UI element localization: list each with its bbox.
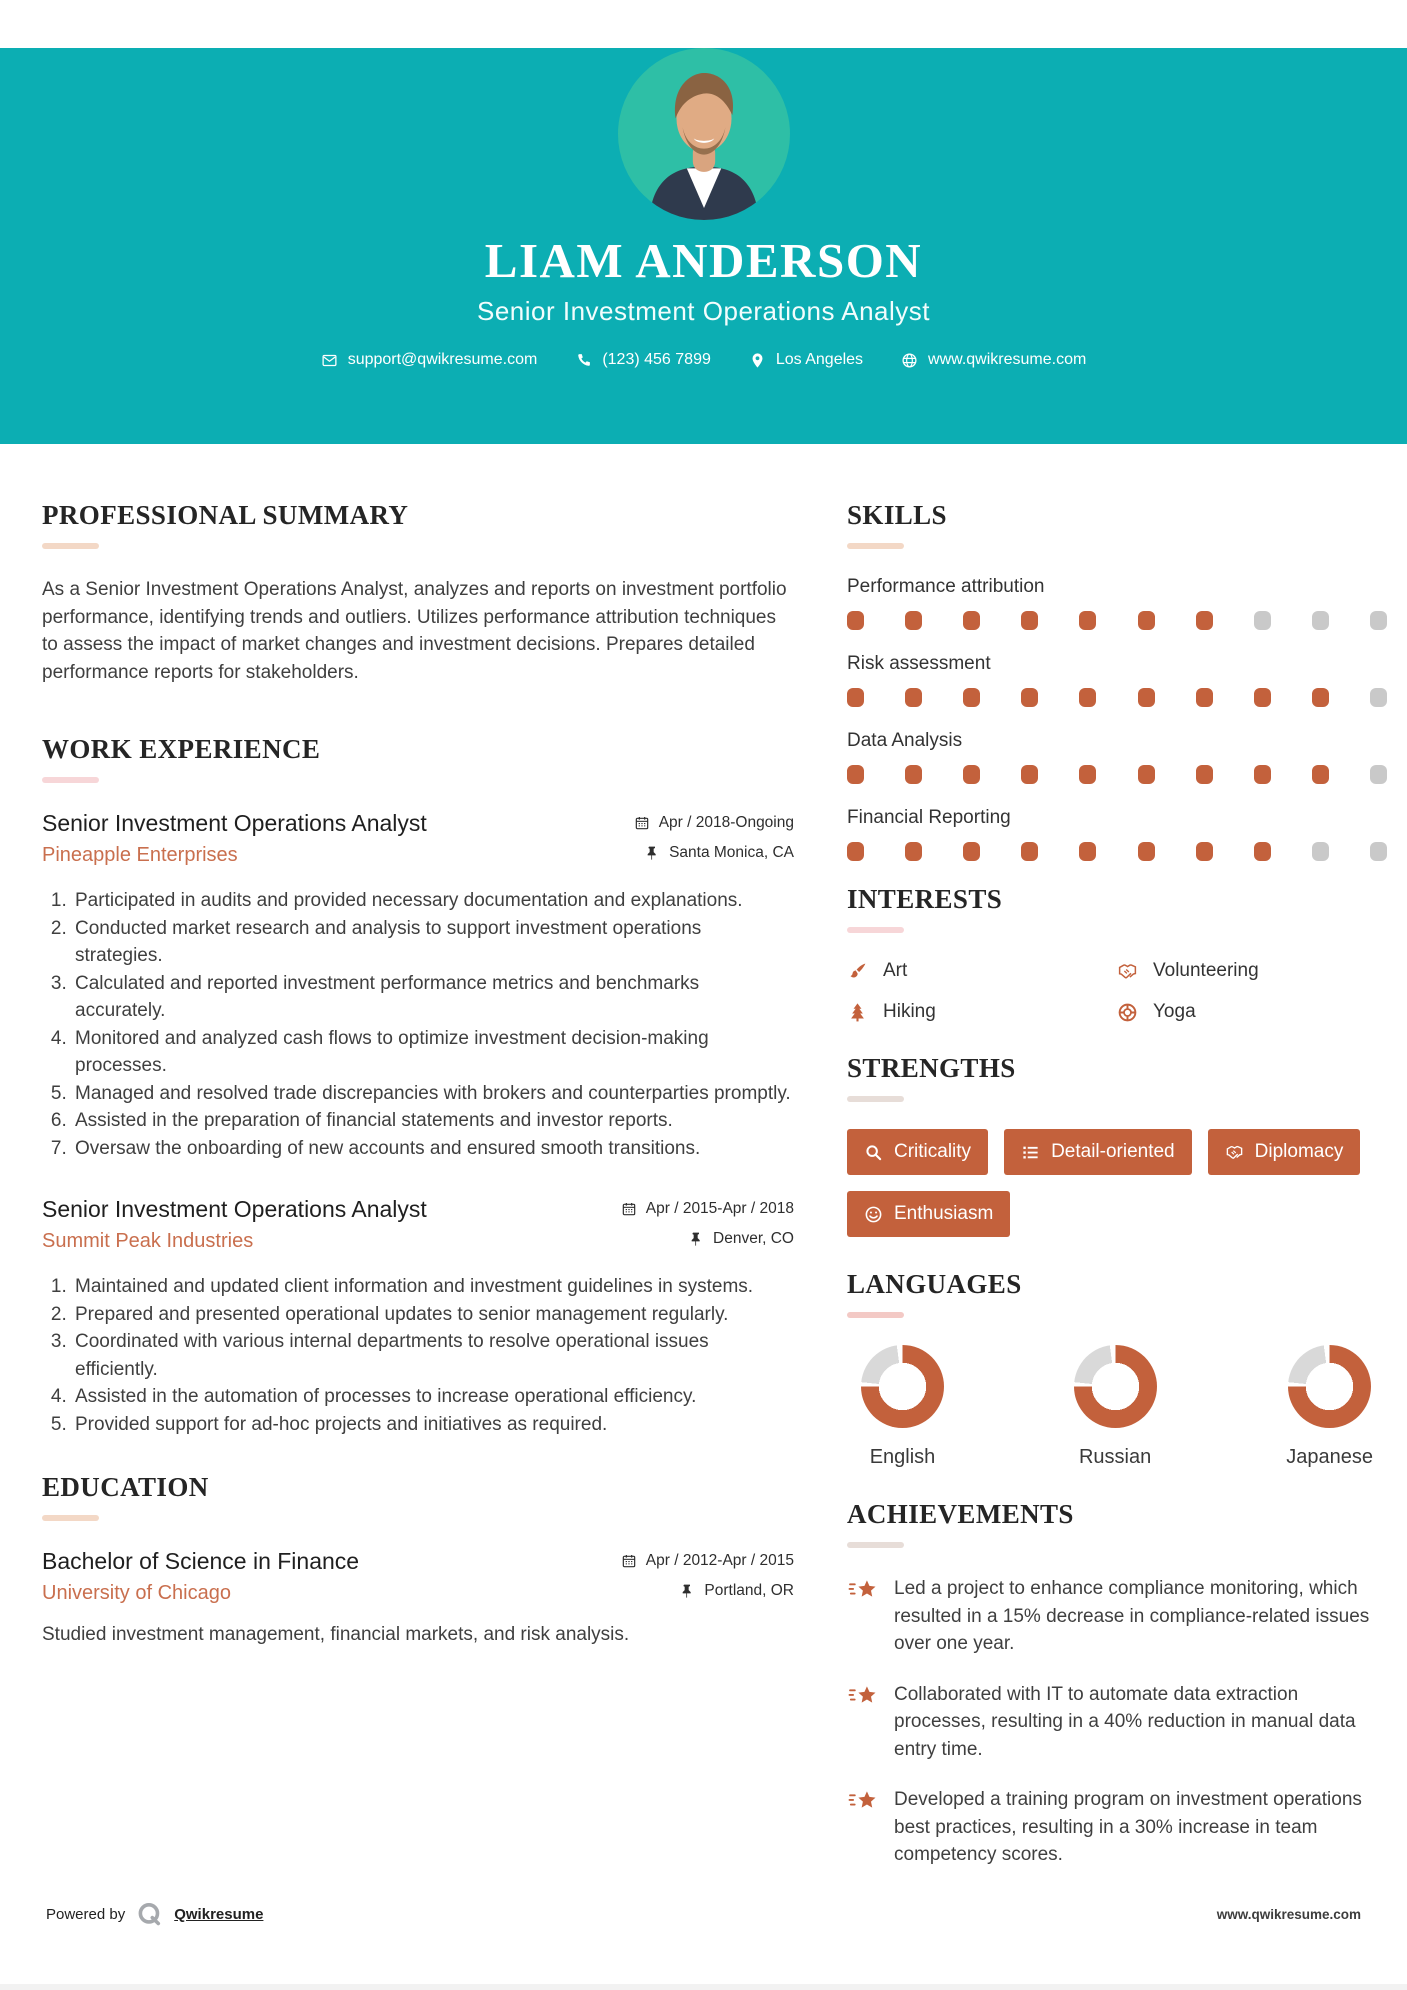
interest-item — [847, 1001, 1117, 1023]
language-label: English — [869, 1446, 936, 1468]
skill-dot — [1021, 765, 1038, 784]
person-job-title: Senior Investment Operations Analyst — [476, 296, 930, 326]
language-label: Russian — [1078, 1446, 1152, 1468]
skill-item — [847, 730, 1387, 784]
jobs-list — [42, 810, 794, 1438]
education-description: Studied investment management, financial markets, and risk analysis. — [42, 1624, 630, 1645]
contact-text: (123) 456 7899 — [602, 351, 711, 368]
skill-dot — [1138, 688, 1155, 707]
skill-dot — [1254, 611, 1271, 630]
education-degree: Bachelor of Science in Finance — [42, 1548, 360, 1574]
strength-badge — [847, 1129, 988, 1175]
paintbrush-icon — [847, 961, 868, 982]
job-bullet: 4. Assisted in the automation of processes to increase operational efficiency. — [72, 1383, 794, 1411]
job-bullets — [42, 1273, 794, 1438]
job-title: Senior Investment Operations Analyst — [42, 1196, 427, 1222]
skill-dot — [963, 842, 980, 861]
header — [0, 48, 1407, 444]
strength-label: Criticality — [894, 1141, 972, 1162]
education-row — [42, 1575, 794, 1605]
calendar-icon — [621, 1553, 637, 1569]
section-work-experience — [42, 734, 794, 1438]
section-education — [42, 1472, 794, 1649]
skill-dot — [1079, 842, 1096, 861]
skill-dot — [847, 842, 864, 861]
skill-dot — [1196, 842, 1213, 861]
contact-text: www.qwikresume.com — [928, 351, 1087, 368]
skill-dot — [1254, 688, 1271, 707]
tree-icon — [847, 1002, 868, 1023]
skill-dot — [1312, 842, 1329, 861]
job-meta — [634, 814, 794, 832]
job-meta — [621, 1200, 794, 1218]
contact-item — [901, 351, 1086, 369]
section-achievements — [847, 1499, 1387, 1869]
skill-name: Risk assessment — [847, 653, 991, 674]
job-bullet: 7. Oversaw the onboarding of new accounts and ensured smooth transitions. — [72, 1135, 794, 1163]
skill-dot — [1021, 611, 1038, 630]
skill-dot — [963, 765, 980, 784]
section-underline — [847, 927, 904, 933]
profile-photo — [618, 48, 790, 220]
job-meta — [644, 844, 794, 862]
pushpin-icon — [644, 845, 660, 861]
section-underline — [847, 543, 904, 549]
contact-item — [575, 351, 711, 369]
interest-item — [1117, 960, 1387, 982]
smiley-icon — [864, 1205, 883, 1224]
interest-label: Hiking — [883, 1001, 936, 1022]
strength-badge — [1208, 1129, 1361, 1175]
section-heading: PROFESSIONAL SUMMARY — [42, 500, 409, 530]
skill-dot — [905, 688, 922, 707]
education-entry — [42, 1548, 794, 1649]
section-heading: STRENGTHS — [847, 1053, 1016, 1083]
achievement-item — [847, 1575, 1387, 1658]
language-item — [1074, 1345, 1157, 1469]
skill-dot — [1254, 842, 1271, 861]
interest-label: Art — [883, 960, 908, 981]
job-date: Apr / 2015-Apr / 2018 — [645, 1200, 794, 1217]
section-heading: LANGUAGES — [847, 1269, 1022, 1299]
job-bullet: 3. Calculated and reported investment performance metrics and benchmarks accurately. — [72, 970, 794, 1025]
strength-label: Diplomacy — [1254, 1141, 1344, 1162]
body-columns — [0, 444, 1407, 1892]
contact-item — [749, 351, 863, 369]
job-bullet: 4. Monitored and analyzed cash flows to optimize investment decision-making processes. — [72, 1025, 794, 1080]
job-location: Denver, CO — [713, 1230, 794, 1247]
calendar-icon — [634, 815, 650, 831]
strength-badge — [847, 1191, 1010, 1237]
section-underline — [847, 1542, 904, 1548]
qwikresume-logo-icon — [136, 1901, 163, 1928]
job-company: Pineapple Enterprises — [42, 844, 238, 866]
language-item — [1286, 1345, 1373, 1469]
skill-dot — [1254, 765, 1271, 784]
skill-dot — [1196, 688, 1213, 707]
contact-row — [0, 351, 1407, 369]
job-meta — [621, 1552, 794, 1570]
skill-dot — [905, 842, 922, 861]
skill-dot — [1370, 611, 1387, 630]
envelope-icon — [321, 352, 338, 369]
section-skills — [847, 500, 1387, 861]
contact-item — [321, 351, 538, 369]
skill-rating — [847, 765, 1387, 784]
footer-website: www.qwikresume.com — [1216, 1907, 1361, 1922]
skill-dot — [1138, 842, 1155, 861]
powered-by — [46, 1901, 263, 1928]
handshake-icon — [1117, 961, 1138, 982]
achievement-text: Collaborated with IT to automate data extraction processes, resulting in a 40% reduction in manual data entry time. — [894, 1683, 1356, 1760]
skill-item — [847, 807, 1387, 861]
skill-dot — [1312, 688, 1329, 707]
language-donut-chart — [1074, 1345, 1157, 1428]
left-column — [42, 500, 794, 1892]
section-underline — [847, 1312, 904, 1318]
globe-icon — [901, 352, 918, 369]
section-interests — [847, 884, 1387, 1023]
interest-label: Yoga — [1153, 1001, 1196, 1022]
achievements-list — [847, 1575, 1387, 1869]
language-item — [861, 1345, 944, 1469]
job-title: Senior Investment Operations Analyst — [42, 810, 427, 836]
strength-label: Detail-oriented — [1051, 1141, 1175, 1162]
language-label: Japanese — [1286, 1446, 1373, 1468]
job-bullet: 3. Coordinated with various internal departments to resolve operational issues efficiently. — [72, 1328, 794, 1383]
skill-dot — [1138, 765, 1155, 784]
handshake-icon — [1225, 1143, 1244, 1162]
section-heading: WORK EXPERIENCE — [42, 734, 321, 764]
job-row — [42, 837, 794, 867]
achievement-item — [847, 1681, 1387, 1764]
job-bullet: 6. Assisted in the preparation of financial statements and investor reports. — [72, 1107, 794, 1135]
skill-item — [847, 653, 1387, 707]
skill-name: Data Analysis — [847, 730, 963, 751]
section-underline — [847, 1096, 904, 1102]
skill-dot — [1021, 842, 1038, 861]
skill-name: Performance attribution — [847, 576, 1045, 597]
skill-dot — [847, 611, 864, 630]
pin-icon — [749, 352, 766, 369]
skill-item — [847, 576, 1387, 630]
bottom-strip — [0, 1984, 1407, 1990]
pushpin-icon — [679, 1583, 695, 1599]
skill-dot — [1370, 688, 1387, 707]
section-languages — [847, 1269, 1387, 1469]
skill-dot — [1079, 688, 1096, 707]
skill-name: Financial Reporting — [847, 807, 1011, 828]
skill-dot — [1021, 688, 1038, 707]
education-list — [42, 1548, 794, 1649]
skill-dot — [963, 611, 980, 630]
skill-dot — [905, 611, 922, 630]
shooting-star-icon — [847, 1683, 879, 1710]
job-meta — [688, 1230, 794, 1248]
language-donut-chart — [1288, 1345, 1371, 1428]
strength-label: Enthusiasm — [894, 1203, 994, 1224]
job-bullet: 1. Participated in audits and provided necessary documentation and explanations. — [72, 887, 794, 915]
job-row — [42, 810, 794, 837]
person-portrait-illustration — [618, 48, 790, 220]
interests-grid — [847, 960, 1387, 1023]
summary-text: As a Senior Investment Operations Analyst, analyzes and reports on investment portfolio performance, identifying trends and outliers. Utilizes performance attribution techniques to assess the impact of market changes and investment decisions. Prepares detailed performance reports for stakeholders. — [42, 579, 787, 683]
education-school: University of Chicago — [42, 1582, 231, 1604]
skill-dot — [847, 688, 864, 707]
search-icon — [864, 1143, 883, 1162]
shooting-star-icon — [847, 1577, 879, 1604]
contact-text: support@qwikresume.com — [347, 351, 538, 368]
job-bullet: 2. Conducted market research and analysis to support investment operations strategies. — [72, 915, 794, 970]
job-location: Santa Monica, CA — [669, 844, 794, 861]
interest-label: Volunteering — [1153, 960, 1259, 981]
job-bullet: 5. Provided support for ad-hoc projects and initiatives as required. — [72, 1411, 794, 1439]
education-location: Portland, OR — [704, 1582, 794, 1599]
job-row — [42, 1223, 794, 1253]
section-underline — [42, 543, 99, 549]
skill-dot — [1312, 611, 1329, 630]
skill-dot — [1138, 611, 1155, 630]
languages-charts — [847, 1345, 1387, 1469]
achievement-text: Led a project to enhance compliance monitoring, which resulted in a 15% decrease in compliance-related issues over one year. — [894, 1578, 1370, 1654]
interest-item — [847, 960, 1117, 982]
section-heading: INTERESTS — [847, 884, 1003, 914]
education-row — [42, 1548, 794, 1575]
skill-dot — [1079, 611, 1096, 630]
job-entry — [42, 1196, 794, 1438]
job-bullet: 1. Maintained and updated client information and investment guidelines in systems. — [72, 1273, 794, 1301]
job-company: Summit Peak Industries — [42, 1230, 254, 1252]
skill-rating — [847, 842, 1387, 861]
skill-dot — [1370, 842, 1387, 861]
skill-dot — [1370, 765, 1387, 784]
section-heading: EDUCATION — [42, 1472, 209, 1502]
achievement-item — [847, 1786, 1387, 1869]
skill-rating — [847, 611, 1387, 630]
job-bullet: 5. Managed and resolved trade discrepancies with brokers and counterparties promptly. — [72, 1080, 794, 1108]
section-underline — [42, 777, 99, 783]
skill-rating — [847, 688, 1387, 707]
lifebuoy-icon — [1117, 1002, 1138, 1023]
skill-dot — [847, 765, 864, 784]
language-donut-chart — [861, 1345, 944, 1428]
section-underline — [42, 1515, 99, 1521]
job-date: Apr / 2018-Ongoing — [658, 814, 794, 831]
section-strengths — [847, 1053, 1387, 1237]
section-heading: SKILLS — [847, 500, 947, 530]
shooting-star-icon — [847, 1788, 879, 1815]
skill-dot — [1196, 765, 1213, 784]
job-bullet: 2. Prepared and presented operational updates to senior management regularly. — [72, 1301, 794, 1329]
contact-text: Los Angeles — [775, 351, 864, 368]
education-date: Apr / 2012-Apr / 2015 — [645, 1552, 794, 1569]
footer — [0, 1901, 1407, 1928]
person-name: LIAM ANDERSON — [484, 233, 923, 288]
skill-dot — [1196, 611, 1213, 630]
job-entry — [42, 810, 794, 1162]
interest-item — [1117, 1001, 1387, 1023]
powered-by-label: Powered by — [46, 1906, 126, 1923]
skill-dot — [963, 688, 980, 707]
pushpin-icon — [688, 1231, 704, 1247]
skills-list — [847, 576, 1387, 861]
strength-badge — [1004, 1129, 1192, 1175]
calendar-icon — [621, 1201, 637, 1217]
phone-icon — [575, 352, 592, 369]
qwikresume-link[interactable]: Qwikresume — [174, 1906, 264, 1923]
list-icon — [1021, 1143, 1040, 1162]
job-meta — [679, 1582, 794, 1600]
skill-dot — [905, 765, 922, 784]
job-row — [42, 1196, 794, 1223]
achievement-text: Developed a training program on investment operations best practices, resulting in a 30% increase in team competency scores. — [894, 1789, 1362, 1865]
strengths-badges — [847, 1129, 1387, 1237]
section-heading: ACHIEVEMENTS — [847, 1499, 1074, 1529]
job-bullets — [42, 887, 794, 1162]
skill-dot — [1079, 765, 1096, 784]
right-column — [847, 500, 1387, 1892]
skill-dot — [1312, 765, 1329, 784]
section-professional-summary — [42, 500, 794, 686]
